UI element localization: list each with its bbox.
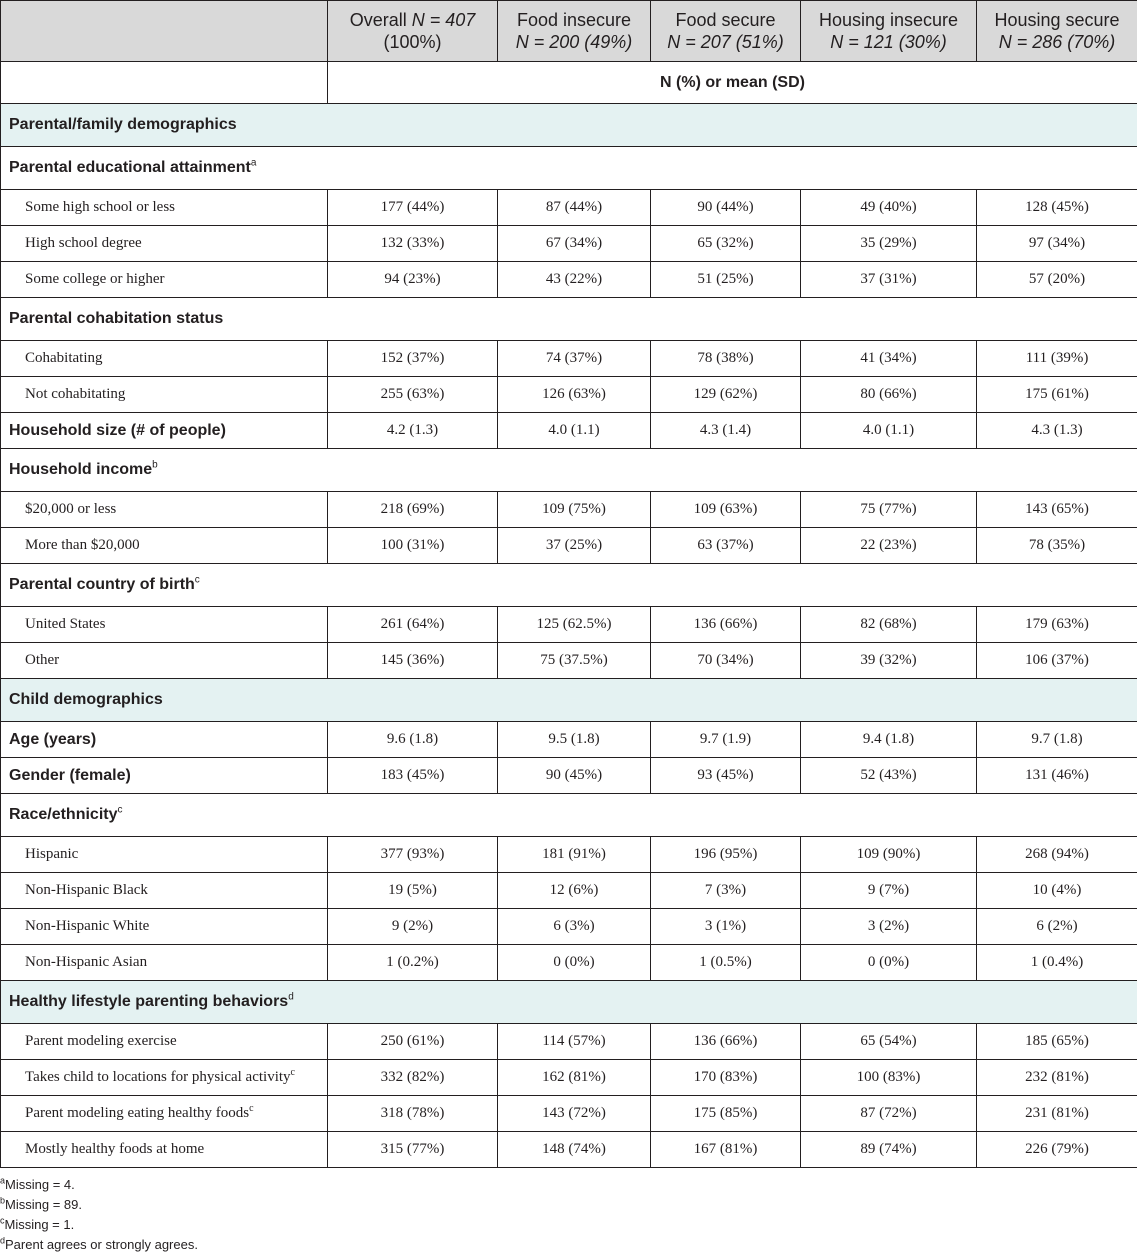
footnote: $^a$Missing = 4. <box>0 1175 198 1195</box>
footnotes <box>0 1175 198 1255</box>
header-row <box>1 1 1137 62</box>
group-row: Parental country of birth$^c$ <box>1 564 1137 607</box>
section-row: Healthy lifestyle parenting behaviors$^d$ <box>1 981 1137 1024</box>
table-row: High school degree 132 (33%) 67 (34%) 65 (32%) 35 (29%) 97 (34%) <box>1 226 1137 262</box>
header-empty-cell <box>1 1 328 62</box>
header-housing-insecure: Housing insecure N = 121 (30%) <box>801 1 977 62</box>
group-row: Household income$^b$ <box>1 449 1137 492</box>
subheader-row <box>1 62 1137 104</box>
header-food-secure: Food secure N = 207 (51%) <box>651 1 801 62</box>
header-food-insecure: Food insecure N = 200 (49%) <box>498 1 651 62</box>
table-row: Cohabitating 152 (37%) 74 (37%) 78 (38%) 41 (34%) 111 (39%) <box>1 341 1137 377</box>
table-row: Gender (female) 183 (45%) 90 (45%) 93 (45%) 52 (43%) 131 (46%) <box>1 758 1137 794</box>
table-row: Age (years) 9.6 (1.8) 9.5 (1.8) 9.7 (1.9) 9.4 (1.8) 9.7 (1.8) <box>1 722 1137 758</box>
table-row: Hispanic 377 (93%) 181 (91%) 196 (95%) 109 (90%) 268 (94%) <box>1 837 1137 873</box>
header-housing-secure: Housing secure N = 286 (70%) <box>977 1 1137 62</box>
table-row: $20,000 or less 218 (69%) 109 (75%) 109 (63%) 75 (77%) 143 (65%) <box>1 492 1137 528</box>
table-row: Non-Hispanic White 9 (2%) 6 (3%) 3 (1%) 3 (2%) 6 (2%) <box>1 909 1137 945</box>
table-row: Other 145 (36%) 75 (37.5%) 70 (34%) 39 (32%) 106 (37%) <box>1 643 1137 679</box>
table-row: United States 261 (64%) 125 (62.5%) 136 (66%) 82 (68%) 179 (63%) <box>1 607 1137 643</box>
section-row: Parental/family demographics <box>1 104 1137 147</box>
footnote: $^c$Missing = 1. <box>0 1215 198 1235</box>
group-row: Race/ethnicity$^c$ <box>1 794 1137 837</box>
table-row: Some high school or less 177 (44%) 87 (44%) 90 (44%) 49 (40%) 128 (45%) <box>1 190 1137 226</box>
table-row: More than $20,000 100 (31%) 37 (25%) 63 (37%) 22 (23%) 78 (35%) <box>1 528 1137 564</box>
table-row: Parent modeling exercise 250 (61%) 114 (57%) 136 (66%) 65 (54%) 185 (65%) <box>1 1024 1137 1060</box>
footnote: $^b$Missing = 89. <box>0 1195 198 1215</box>
table-row: Parent modeling eating healthy foods$^c$ 318 (78%) 143 (72%) 175 (85%) 87 (72%) 231 (81%) <box>1 1096 1137 1132</box>
group-row: Parental cohabitation status <box>1 298 1137 341</box>
section-row: Child demographics <box>1 679 1137 722</box>
header-overall: Overall N = 407 (100%) <box>328 1 498 62</box>
table-row: Not cohabitating 255 (63%) 126 (63%) 129 (62%) 80 (66%) 175 (61%) <box>1 377 1137 413</box>
table-row: Mostly healthy foods at home 315 (77%) 148 (74%) 167 (81%) 89 (74%) 226 (79%) <box>1 1132 1137 1168</box>
table-row: Non-Hispanic Black 19 (5%) 12 (6%) 7 (3%) 9 (7%) 10 (4%) <box>1 873 1137 909</box>
table-row: Takes child to locations for physical activity$^c$ 332 (82%) 162 (81%) 170 (83%) 100 (83%) 232 (81%) <box>1 1060 1137 1096</box>
table-row: Household size (# of people) 4.2 (1.3) 4.0 (1.1) 4.3 (1.4) 4.0 (1.1) 4.3 (1.3) <box>1 413 1137 449</box>
group-row: Parental educational attainment$^a$ <box>1 147 1137 190</box>
table-row: Some college or higher 94 (23%) 43 (22%) 51 (25%) 37 (31%) 57 (20%) <box>1 262 1137 298</box>
subheader-label: N (%) or mean (SD) <box>328 62 1137 104</box>
table-row: Non-Hispanic Asian 1 (0.2%) 0 (0%) 1 (0.5%) 0 (0%) 1 (0.4%) <box>1 945 1137 981</box>
footnote: $^d$Parent agrees or strongly agrees. <box>0 1235 198 1255</box>
